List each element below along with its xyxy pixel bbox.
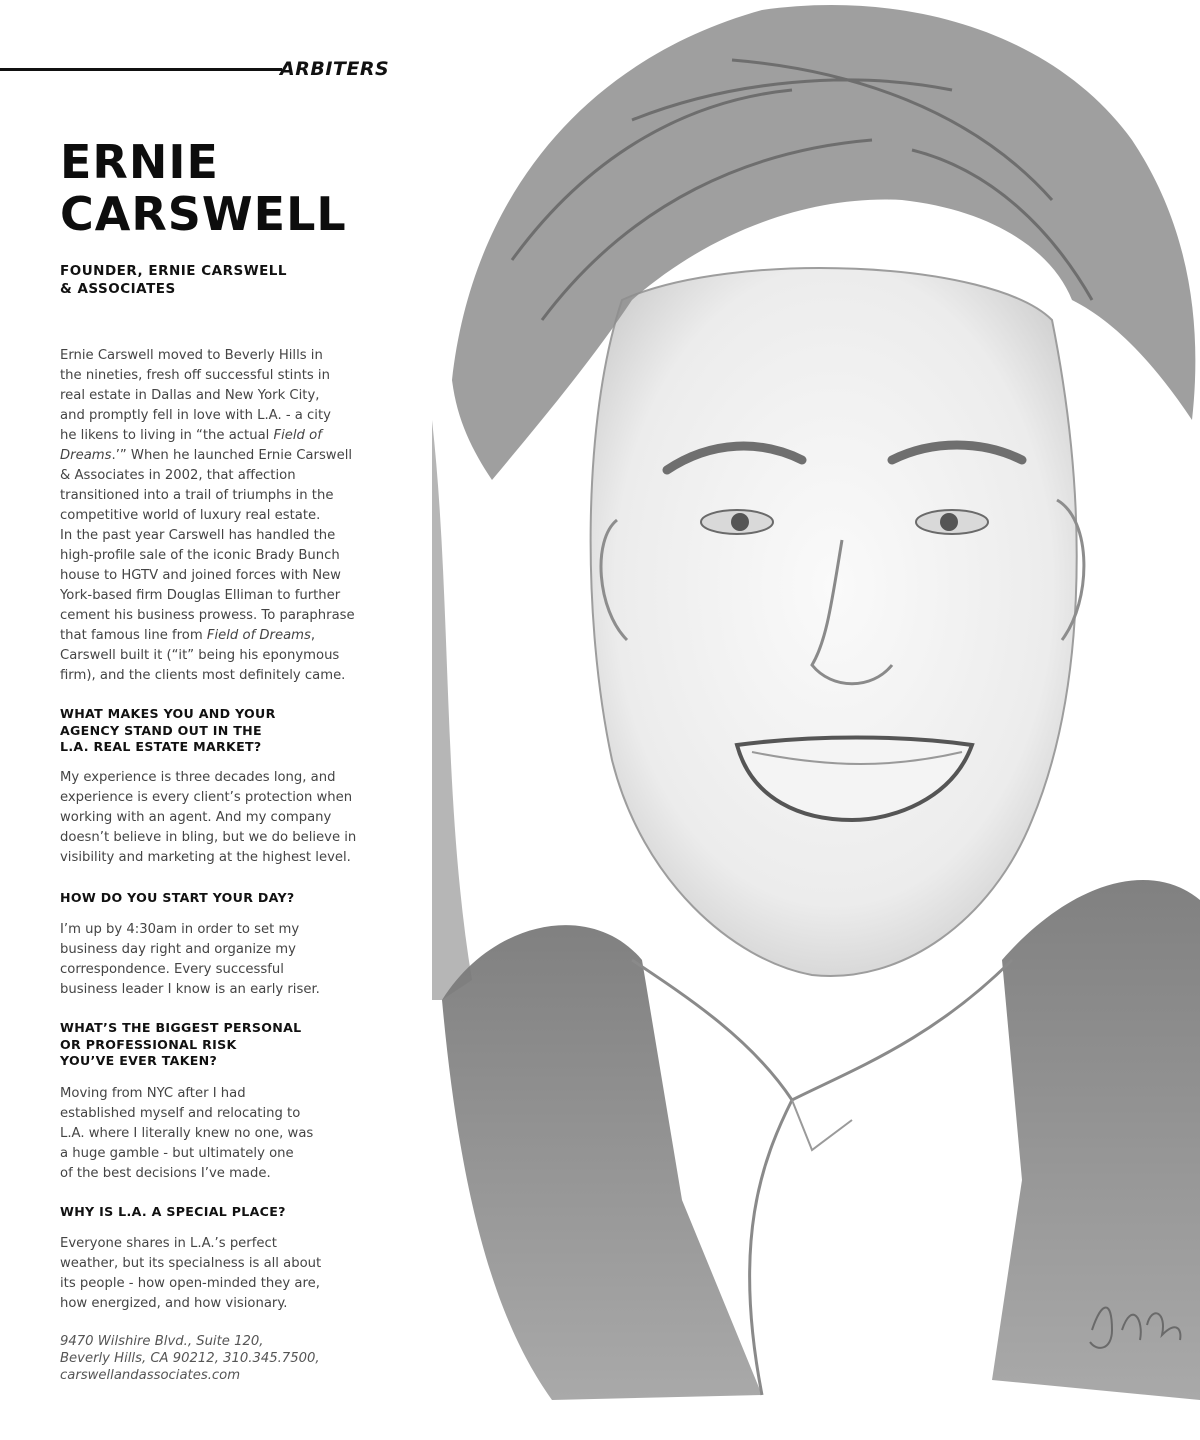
answer-line: My experience is three decades long, and [60,770,336,785]
intro-line: he likens to living in “the actual Field of [60,428,322,443]
question-2 [60,890,295,907]
question-1 [60,706,276,756]
answer-2 [60,920,380,1000]
answer-1 [60,768,380,868]
name-line-1: ERNIE [60,135,219,189]
question-line: AGENCY STAND OUT IN THE [60,722,262,738]
profile-role [60,262,287,298]
question-line: WHY IS L.A. A SPECIAL PLACE? [60,1204,286,1219]
intro-line: real estate in Dallas and New York City, [60,388,320,403]
intro-line: Carswell built it (“it” being his eponymous [60,648,340,663]
question-line: L.A. REAL ESTATE MARKET? [60,739,262,754]
role-line-2: & ASSOCIATES [60,281,176,297]
answer-line: working with an agent. And my company [60,810,332,825]
answer-line: Everyone shares in L.A.’s perfect [60,1236,277,1251]
answer-line: experience is every client’s protection when [60,790,353,805]
answer-line: business day right and organize my [60,942,296,957]
answer-line: correspondence. Every successful [60,962,284,977]
answer-line: established myself and relocating to [60,1106,301,1121]
question-line: WHAT MAKES YOU AND YOUR [60,706,276,721]
intro-line: and promptly fell in love with L.A. - a city [60,408,331,423]
answer-line: business leader I know is an early riser. [60,982,320,997]
answer-3 [60,1084,380,1184]
intro-line: that famous line from Field of Dreams, [60,628,316,643]
answer-line: how energized, and how visionary. [60,1296,288,1311]
intro-line: York-based firm Douglas Elliman to further [60,588,341,603]
question-3 [60,1020,301,1070]
intro-line: firm), and the clients most definitely came. [60,668,346,683]
question-4 [60,1204,286,1221]
intro-paragraph [60,346,380,686]
intro-line: high-profile sale of the iconic Brady Bunch [60,548,340,563]
intro-line: transitioned into a trail of triumphs in the [60,488,334,503]
section-title: ARBITERS [280,58,390,80]
role-line-1: FOUNDER, ERNIE CARSWELL [60,263,288,279]
answer-line: its people - how open-minded they are, [60,1276,320,1291]
contact-info [60,1333,320,1384]
intro-line: cement his business prowess. To paraphrase [60,608,355,623]
profile-name [60,136,347,240]
intro-line: Ernie Carswell moved to Beverly Hills in [60,348,323,363]
name-line-2: CARSWELL [60,187,347,241]
answer-line: of the best decisions I’ve made. [60,1166,271,1181]
question-line: YOU’VE EVER TAKEN? [60,1053,218,1068]
question-line: WHAT’S THE BIGGEST PERSONAL [60,1020,302,1035]
intro-line: In the past year Carswell has handled the [60,528,336,543]
answer-line: L.A. where I literally knew no one, was [60,1126,314,1141]
face [591,268,1084,976]
question-line: OR PROFESSIONAL RISK [60,1036,237,1052]
intro-line: competitive world of luxury real estate. [60,508,321,523]
intro-line: house to HGTV and joined forces with New [60,568,341,583]
intro-line: the nineties, fresh off successful stints in [60,368,330,383]
address-line: Beverly Hills, CA 90212, 310.345.7500, [60,1351,320,1366]
answer-line: Moving from NYC after I had [60,1086,246,1101]
answer-line: I’m up by 4:30am in order to set my [60,922,300,937]
answer-4 [60,1234,380,1314]
question-line: HOW DO YOU START YOUR DAY? [60,890,295,905]
address-line: 9470 Wilshire Blvd., Suite 120, [60,1334,264,1349]
header-rule [0,68,282,71]
website-link: carswellandassociates.com [60,1368,241,1383]
intro-line: & Associates in 2002, that affection [60,468,296,483]
answer-line: a huge gamble - but ultimately one [60,1146,294,1161]
answer-line: weather, but its specialness is all about [60,1256,322,1271]
answer-line: visibility and marketing at the highest level. [60,850,351,865]
answer-line: doesn’t believe in bling, but we do believe in [60,830,357,845]
intro-line: Dreams.’” When he launched Ernie Carswell [60,448,353,463]
portrait-sketch [432,0,1200,1440]
